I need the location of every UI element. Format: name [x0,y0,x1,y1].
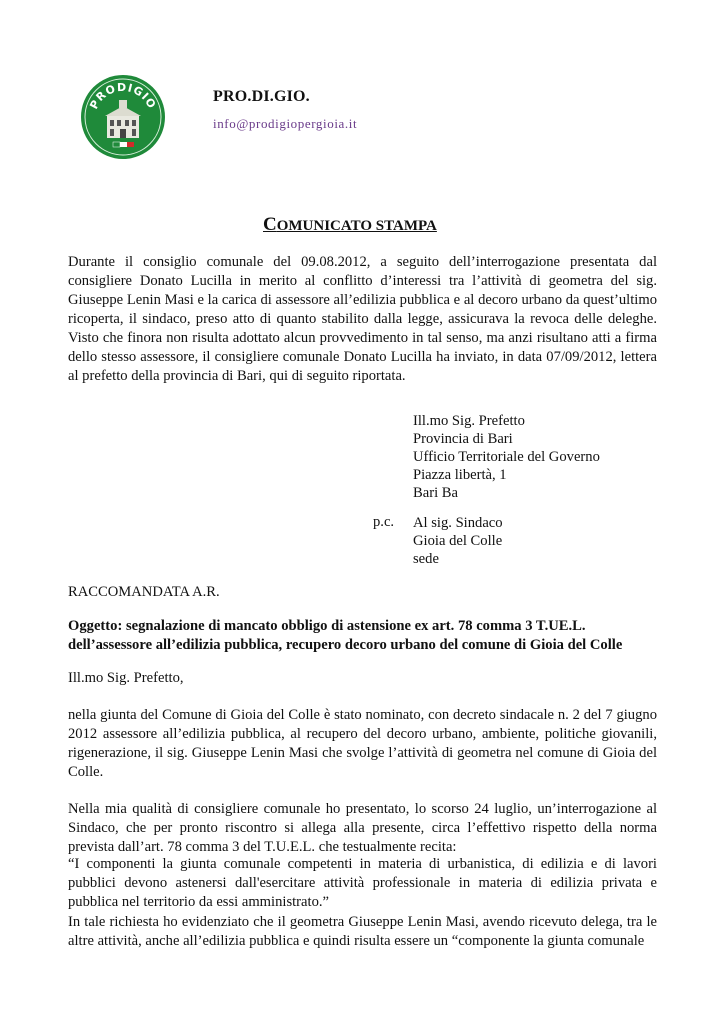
recipient-line: Piazza libertà, 1 [413,467,507,483]
cc-line: Gioia del Colle [413,533,503,549]
cc-label: p.c. [373,514,395,530]
raccomandata-line: RACCOMANDATA A.R. [68,584,220,600]
recipient-line: Ill.mo Sig. Prefetto [413,413,525,429]
cc-line: Al sig. Sindaco [413,515,503,531]
recipient-line: Ufficio Territoriale del Governo [413,449,600,465]
organization-name: PRO.DI.GIO. [213,88,310,105]
body-paragraph: Nella mia qualità di consigliere comunale ho presentato, lo scorso 24 luglio, un’interrogazione al Sindaco, che per pronto riscontro si allega alla presente, circa l’effettivo rispetto della norma prevista dall’art. 78 comma 3 del T.U.E.L. che testualmente recita: [68,801,657,855]
subject-line: Oggetto: segnalazione di mancato obbligo di astensione ex art. 78 comma 3 T.UE.L. [68,618,586,634]
organization-email[interactable]: info@prodigiopergioia.it [213,116,358,131]
intro-paragraph: Durante il consiglio comunale del 09.08.2012, a seguito dell’interrogazione presentata dal consigliere Donato Lucilla in merito al conflitto d’interessi tra l’attività di geometra del sig. Giuseppe Lenin Masi e la carica di assessore all’edilizia pubblica e al decoro urbano da quest’ultimo ricoperta, il sindaco, preso atto di quanto stabilito dalla legge, assicurava la revoca delle deleghe. Visto che finora non risulta adottato alcun provvedimento in tal senso, ma anzi risultano atti a firma dello stesso assessore, il consigliere comunale Donato Lucilla ha inviato, in data 07/09/2012, lettera al prefetto della provincia di Bari, qui di seguito riportata. [68,254,657,384]
subject-line: dell’assessore all’edilizia pubblica, recupero decoro urbano del comune di Gioia del Colle [68,637,623,653]
prodigio-logo [80,74,166,160]
salutation: Ill.mo Sig. Prefetto, [68,670,184,686]
recipient-line: Provincia di Bari [413,431,513,447]
title-first-letter: C [263,214,277,235]
body-paragraph: In tale richiesta ho evidenziato che il geometra Giuseppe Lenin Masi, avendo ricevuto delega, tra le altre attività, anche all’edilizia pubblica e quindi risulta essere un “componente la giunta comunale [68,914,657,949]
recipient-address [413,412,600,502]
body-paragraph: nella giunta del Comune di Gioia del Colle è stato nominato, con decreto sindacale n. 2 del 7 giugno 2012 assessore all’edilizia pubblica, al recupero del decoro urbano, ambiente, politiche giovanili, rigenerazione, il sig. Giuseppe Lenin Masi che svolge l’attività di geometra nel comune di Gioia del Colle. [68,707,657,780]
title-rest: OMUNICATO STAMPA [276,218,437,234]
subject-block [68,617,668,655]
cc-line: sede [413,551,439,567]
body-paragraph: “I componenti la giunta comunale competenti in materia di urbanistica, di edilizia e di lavori pubblici devono astenersi dall'esercitare attività professionale in materia di edilizia privata e pubblica nel territorio da essi amministrato.” [68,856,657,910]
recipient-line: Bari Ba [413,485,458,501]
logo-emblem-icon [80,74,166,160]
document-title [263,214,437,236]
logo-text: PRODIGIO [87,80,159,112]
cc-address [413,514,503,568]
